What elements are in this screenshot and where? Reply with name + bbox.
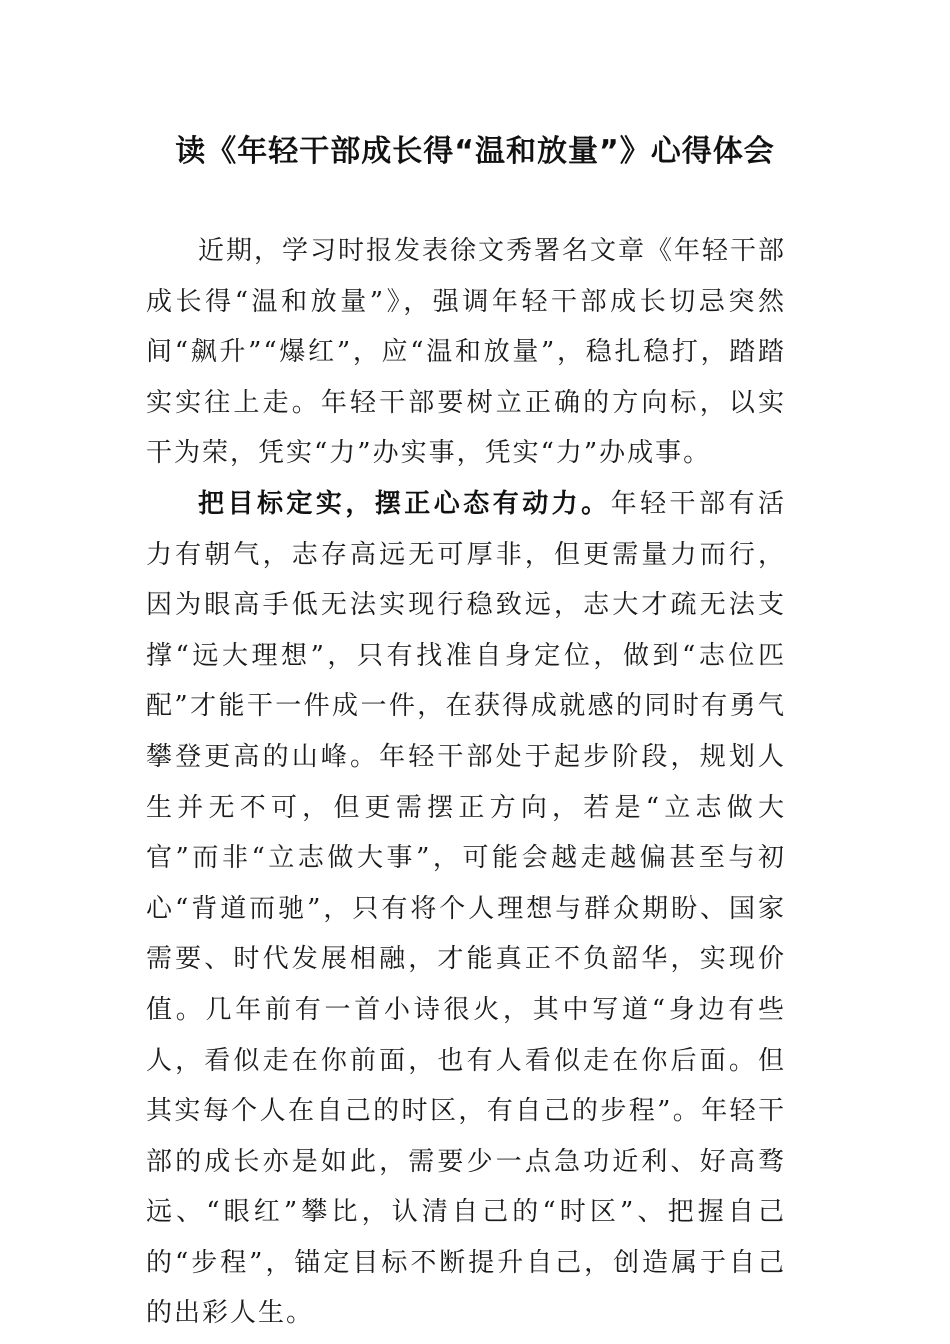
paragraph-goal	[146, 479, 786, 1339]
paragraph-goal-text: 年轻干部有活力有朝气，志存高远无可厚非，但更需量力而行，因为眼高手低无法实现行稳致远，志大才疏无法支撑“远大理想”，只有找准自身定位，做到“志位匹配”才能干一件成一件，在获得成就感的同时有勇气攀登更高的山峰。年轻干部处于起步阶段，规划人生并无不可，但更需摆正方向，若是“立志做大官”而非“立志做大事”，可能会越走越偏甚至与初心“背道而驰”，只有将个人理想与群众期盼、国家需要、时代发展相融，才能真正不负韶华，实现价值。几年前有一首小诗很火，其中写道“身边有些人，看似走在你前面，也有人看似走在你后面。但其实每个人在自己的时区，有自己的步程”。年轻干部的成长亦是如此，需要少一点急功近利、好高骛远、“眼红”攀比，认清自己的“时区”、把握自己的“步程”，锚定目标不断提升自己，创造属于自己的出彩人生。	[146, 488, 786, 1329]
paragraph-intro-text: 近期，学习时报发表徐文秀署名文章《年轻干部成长得“温和放量”》，强调年轻干部成长切忌突然间“飙升”“爆红”，应“温和放量”，稳扎稳打，踏踏实实往上走。年轻干部要树立正确的方向标，以实干为荣，凭实“力”办实事，凭实“力”办成事。	[146, 236, 787, 469]
document-body	[146, 226, 786, 1339]
document-title: 读《年轻干部成长得“温和放量”》心得体会	[175, 134, 775, 169]
paragraph-intro	[146, 226, 786, 479]
paragraph-goal-lead: 把目标定实，摆正心态有动力。	[198, 488, 611, 519]
